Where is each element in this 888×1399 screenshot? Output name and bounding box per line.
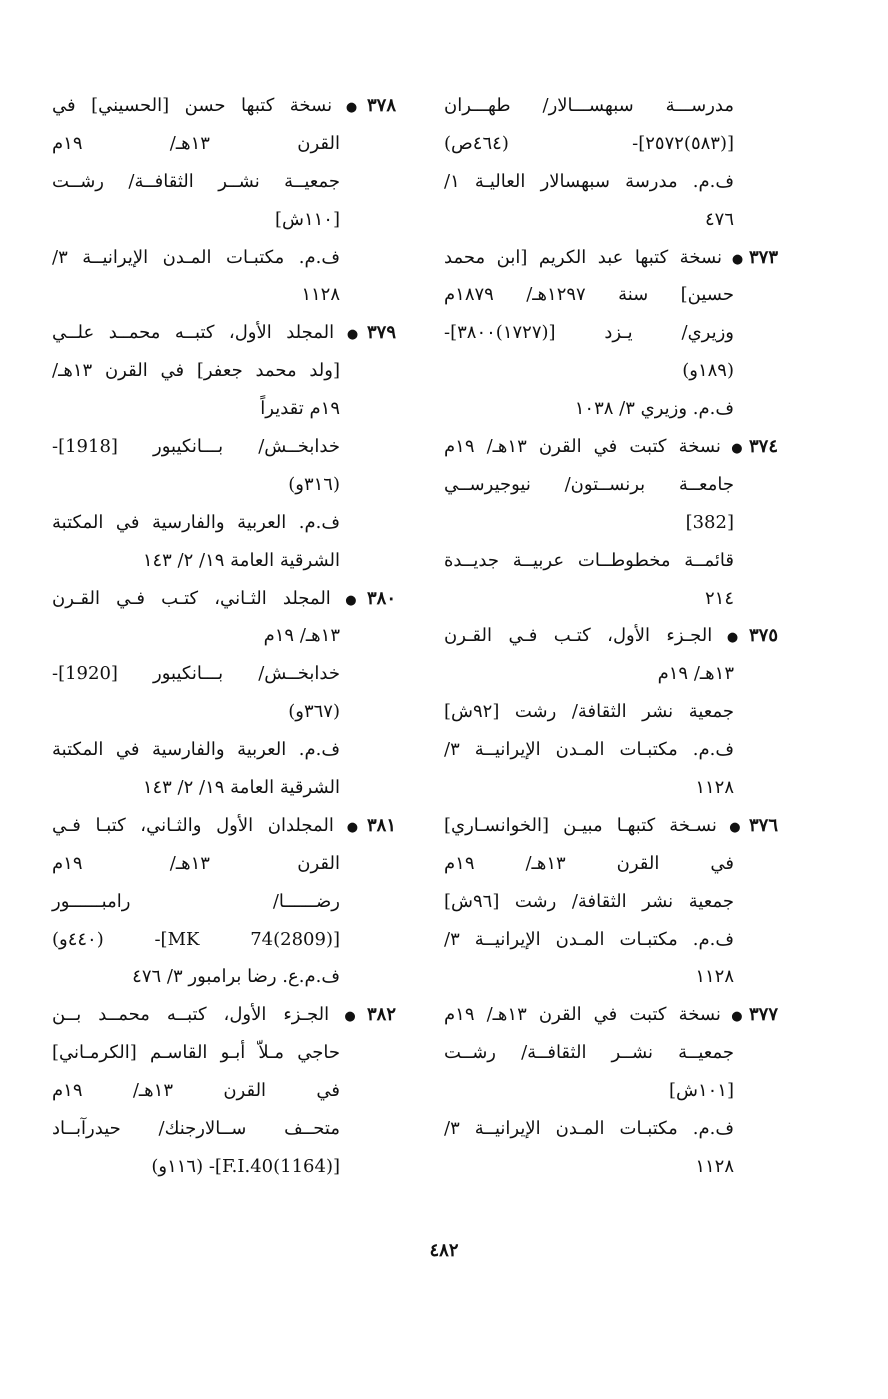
entry-line: (١٨٩و) — [682, 360, 734, 382]
entry-first-line — [52, 807, 396, 845]
entry-line: وزيري/ يـزد [(١٧٢٧)٣٨٠٠]- — [444, 322, 734, 344]
catalog-entry — [444, 87, 778, 239]
entry-first-line — [52, 996, 396, 1034]
entry-line: متحــف ســالارجنك/ حيدرآبــاد — [52, 1118, 340, 1140]
entry-text: المجلد الثـاني، كتـب فـي القـرن — [52, 587, 331, 609]
bullet-icon: ● — [720, 819, 749, 835]
entry-first-line — [52, 314, 396, 352]
catalog-entry — [52, 807, 396, 996]
entry-line: [(1164)F.I.40]- (١١٦و) — [151, 1155, 340, 1177]
bullet-icon: ● — [716, 630, 749, 646]
entry-first-line — [444, 996, 778, 1034]
catalog-entry — [52, 314, 396, 579]
bullet-icon: ● — [724, 441, 749, 457]
entry-line: ١٣هـ/ ١٩م — [263, 625, 340, 647]
entry-number: ٣٧٥ — [749, 625, 779, 647]
catalog-entry — [52, 580, 396, 807]
bullet-icon: ● — [724, 1009, 749, 1025]
entry-first-line — [52, 87, 396, 125]
entry-line: [١١٠ش] — [274, 208, 340, 230]
catalog-entry — [52, 996, 396, 1185]
entry-first-line — [444, 807, 778, 845]
entry-line: الشرقية العامة ١٩/ ٢/ ١٤٣ — [142, 549, 340, 571]
entry-text: نسخة كتبت في القرن ١٣هـ/ ١٩م — [444, 436, 721, 458]
entry-line: [382] — [685, 511, 734, 533]
entry-line: [(٥٨٣)٢٥٧٢]- (٤٦٤ص) — [444, 132, 734, 154]
entry-line: الشرقية العامة ١٩/ ٢/ ١٤٣ — [142, 777, 340, 799]
entry-number: ٣٨٠ — [366, 587, 396, 609]
bullet-icon: ● — [338, 327, 367, 343]
entry-line: جمعيــة نشــر الثقافــة/ رشــت — [444, 1042, 734, 1064]
entry-line: ف.م. العربية والفارسية في المكتبة — [52, 739, 340, 761]
entry-line: في القرن ١٣هـ/ ١٩م — [52, 1080, 340, 1102]
entry-line: مدرســـة سبهســـالار/ طهـــران — [444, 95, 734, 116]
entry-line: القرن ١٣هـ/ ١٩م — [52, 852, 340, 874]
entry-line: ١١٢٨ — [695, 966, 734, 988]
entry-line: جمعيــة نشــر الثقافــة/ رشــت — [52, 170, 340, 192]
entry-line: في القرن ١٣هـ/ ١٩م — [444, 852, 734, 874]
entry-number: ٣٨١ — [367, 814, 397, 836]
entry-first-line — [444, 239, 778, 277]
entry-line: ف.م. مكتبـات المـدن الإيرانيــة ٣/ — [52, 246, 340, 268]
entry-number: ٣٨٢ — [367, 1004, 397, 1026]
entry-line: ٢١٤ — [704, 587, 734, 609]
entry-line: جامعــة برنســتون/ نيوجيرســي — [444, 473, 734, 495]
bullet-icon: ● — [333, 1009, 367, 1025]
entry-line: ١٣هـ/ ١٩م — [657, 663, 734, 685]
bullet-icon: ● — [334, 592, 367, 608]
entry-line: ١١٢٨ — [695, 777, 734, 799]
entry-number: ٣٧٦ — [748, 814, 778, 836]
entry-first-line — [52, 580, 396, 618]
entry-line: ١١٢٨ — [301, 284, 340, 306]
entry-number: ٣٧٧ — [748, 1004, 778, 1026]
entry-line: ١٩م تقديراً — [260, 398, 340, 420]
entry-first-line — [444, 428, 778, 466]
bullet-icon: ● — [726, 251, 749, 267]
bullet-icon: ● — [336, 100, 367, 115]
entry-line: ١١٢٨ — [695, 1155, 734, 1177]
entry-text: نسخة كتبها عبد الكريم [ابن محمد — [444, 246, 723, 268]
entry-line: حاجي مـلاّ أبـو القاسـم [الكرمـاني] — [52, 1042, 340, 1064]
entry-line: ف.م. مكتبـات المـدن الإيرانيــة ٣/ — [444, 1118, 734, 1140]
entry-text: نسخة كتبت في القرن ١٣هـ/ ١٩م — [444, 1004, 721, 1026]
right-column — [444, 87, 778, 1186]
entry-line: خدابخــش/ بـــانكيبور [1920]- — [52, 663, 340, 685]
entry-line: جمعية نشر الثقافة/ رشت [٩٦ش] — [444, 890, 734, 912]
catalog-entry — [444, 617, 778, 806]
entry-line: جمعية نشر الثقافة/ رشت [٩٢ش] — [444, 701, 734, 723]
left-column — [52, 87, 396, 1186]
entry-line: [(2809)74 MK]- (٤٤٠و) — [52, 928, 340, 950]
entry-line: (٣٦٧و) — [288, 701, 340, 723]
entry-line: [١٠١ش] — [668, 1080, 734, 1102]
entry-number: ٣٧٩ — [366, 322, 396, 344]
catalog-entry — [444, 239, 778, 428]
entry-line: حسين] سنة ١٢٩٧هـ/ ١٨٧٩م — [444, 284, 734, 306]
entry-number: ٣٧٨ — [366, 95, 396, 116]
entry-line: رضــــــا/ رامبــــــور — [52, 890, 340, 912]
entry-text: نسـخة كتبهـا مبيـن [الخوانسـاري] — [444, 814, 717, 836]
entry-text: نسخة كتبها حسن [الحسيني] في — [52, 95, 333, 116]
entry-text: المجلد الأول، كتبــه محمــد علــي — [52, 322, 335, 344]
catalog-entry — [52, 87, 396, 314]
entry-line: ف.م. مدرسة سبهسالار العاليـة ١/ — [444, 170, 734, 192]
entry-line: ف.م. مكتبـات المـدن الإيرانيــة ٣/ — [444, 739, 734, 761]
entry-number: ٣٧٣ — [749, 246, 779, 268]
entry-line: خدابخــش/ بـــانكيبور [1918]- — [52, 436, 340, 458]
entry-text: الجـزء الأول، كتـب فـي القـرن — [444, 625, 713, 647]
entry-line: ف.م. وزيري ٣/ ١٠٣٨ — [574, 398, 734, 420]
entry-line: [ولد محمد جعفر] في القرن ١٣هـ/ — [52, 360, 340, 382]
catalog-entry — [444, 807, 778, 996]
entry-number: ٣٧٤ — [748, 436, 778, 458]
entry-first-line — [444, 617, 778, 655]
catalog-entry — [444, 428, 778, 617]
entry-line: القرن ١٣هـ/ ١٩م — [52, 132, 340, 154]
entry-line: (٣١٦و) — [288, 473, 340, 495]
catalog-entry — [444, 996, 778, 1185]
bullet-icon: ● — [337, 819, 367, 835]
entry-line: ف.م. العربية والفارسية في المكتبة — [52, 511, 340, 533]
entry-line: قائمــة مخطوطــات عربيــة جديــدة — [444, 549, 734, 571]
entry-line: ف.م. مكتبـات المـدن الإيرانيــة ٣/ — [444, 928, 734, 950]
entry-line: ٤٧٦ — [704, 208, 734, 230]
entry-text: الجـزء الأول، كتبــه محمــد بــن — [52, 1004, 330, 1026]
entry-line: ف.م.ع. رضا برامبور ٣/ ٤٧٦ — [132, 966, 340, 988]
page-number: ٤٨٢ — [429, 1240, 459, 1261]
entry-text: المجلدان الأول والثـاني، كتبـا فـي — [52, 814, 334, 836]
